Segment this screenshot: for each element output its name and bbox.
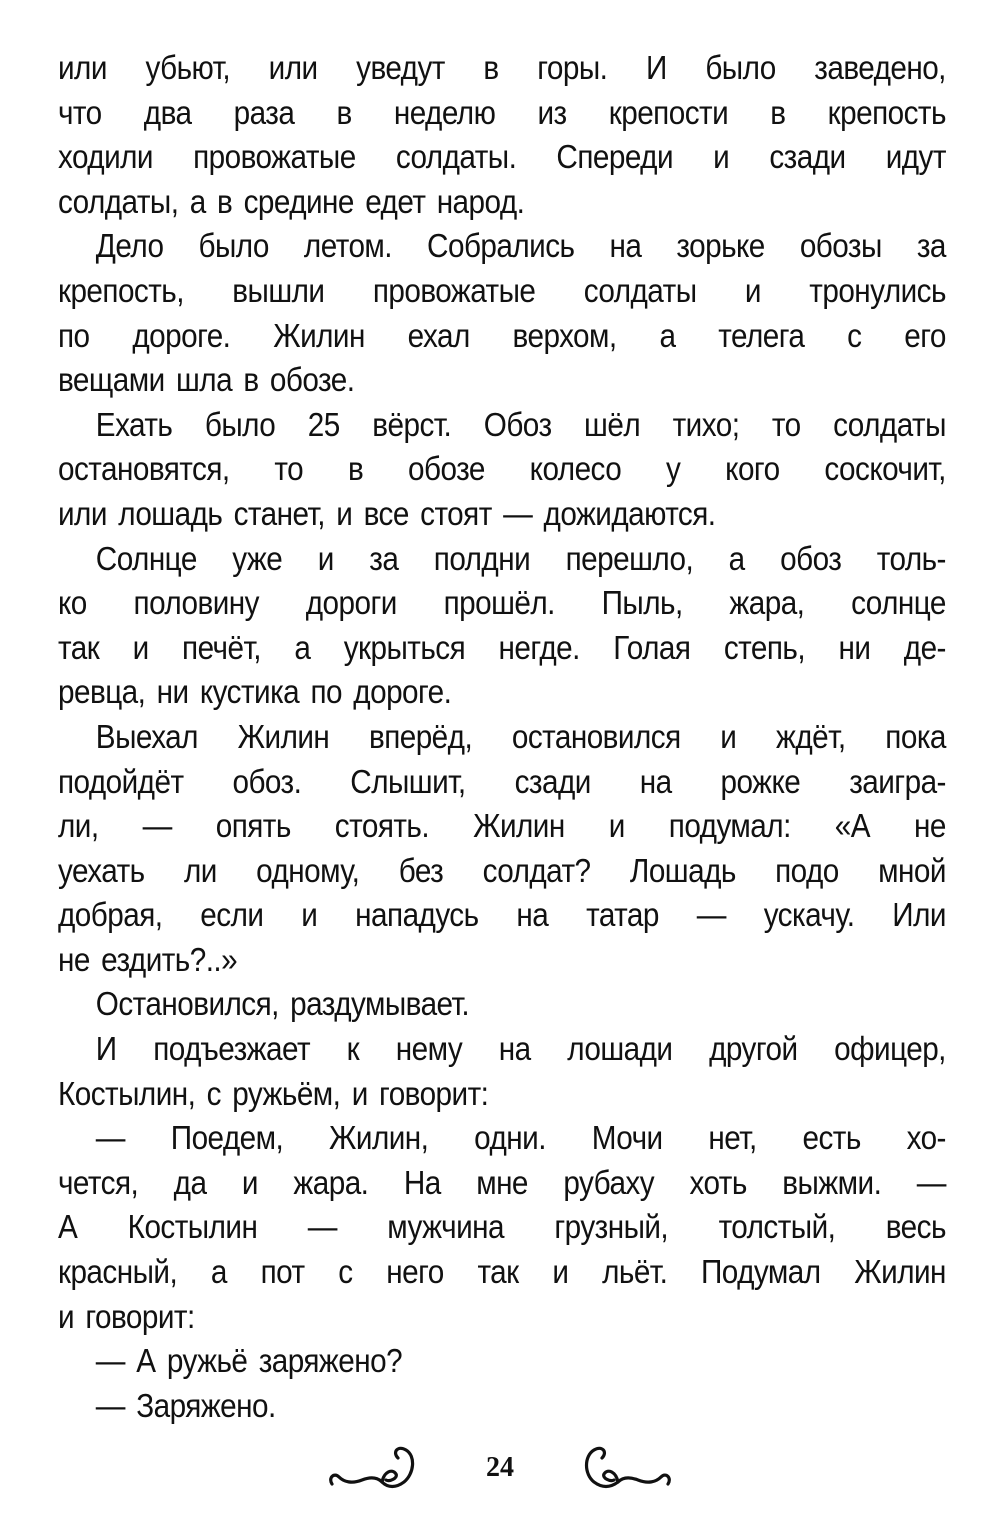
text-line: — Поедем, Жилин, одни. Мочи нет, есть хо- (95, 1119, 946, 1157)
text-line: что два раза в неделю из крепости в крепость (58, 93, 946, 131)
paragraph (58, 1027, 946, 1116)
text-line: Дело было летом. Собрались на зорьке обозы за (95, 227, 946, 265)
paragraph (58, 224, 946, 402)
flourish-left-icon (326, 1444, 426, 1492)
text-line: чется, да и жара. На мне рубаху хоть выжми. — (58, 1163, 946, 1201)
paragraph (58, 537, 946, 715)
page-body (58, 46, 946, 1428)
text-line: — А ружьё заряжено? (95, 1342, 403, 1380)
text-line: не ездить?..» (58, 940, 238, 978)
paragraph (58, 715, 946, 983)
text-line: солдаты, а в средине едет народ. (58, 182, 525, 220)
text-line: А Костылин — мужчина грузный, толстый, весь (58, 1208, 946, 1246)
text-line: добрая, если и нападусь на татар — ускачу. Или (58, 896, 946, 934)
text-line: и говорит: (58, 1297, 195, 1335)
text-line: по дороге. Жилин ехал верхом, а телега с его (58, 316, 946, 354)
text-line: Солнце уже и за полдни перешло, а обоз толь- (95, 539, 946, 577)
text-line: крепость, вышли провожатые солдаты и тронулись (58, 271, 946, 309)
text-line: или убьют, или уведут в горы. И было заведено, (58, 49, 946, 86)
text-line: остановятся, то в обозе колесо у кого соскочит, (58, 450, 946, 488)
flourish-right-icon (574, 1444, 674, 1492)
text-line: И подъезжает к нему на лошади другой офицер, (95, 1030, 946, 1068)
text-line: вещами шла в обозе. (58, 361, 355, 399)
text-line: ко половину дороги прошёл. Пыль, жара, солнце (58, 584, 946, 622)
text-line: Костылин, с ружьём, и говорит: (58, 1074, 489, 1112)
paragraph (58, 982, 946, 1027)
text-line: ходили провожатые солдаты. Спереди и сзади идут (58, 138, 946, 176)
text-line: подойдёт обоз. Слышит, сзади на рожке заигра- (58, 762, 946, 800)
text-line: так и печёт, а укрыться негде. Голая степь, ни де- (58, 628, 946, 666)
text-line: ревца, ни кустика по дороге. (58, 673, 452, 711)
paragraph (58, 1384, 946, 1429)
page-footer (0, 1438, 1000, 1498)
text-line: ли, — опять стоять. Жилин и подумал: «А не (58, 807, 946, 845)
text-line: или лошадь станет, и все стоят — дожидаются. (58, 494, 716, 532)
text-line: Выехал Жилин вперёд, остановился и ждёт, пока (95, 717, 946, 755)
text-line: уехать ли одному, без солдат? Лошадь подо мной (58, 851, 946, 889)
paragraph (58, 46, 946, 224)
paragraph (58, 1116, 946, 1339)
text-line: Ехать было 25 вёрст. Обоз шёл тихо; то солдаты (95, 405, 946, 443)
paragraph (58, 1339, 946, 1384)
paragraph (58, 403, 946, 537)
text-line: — Заряжено. (95, 1386, 276, 1424)
text-line: Остановился, раздумывает. (95, 985, 470, 1023)
page-number: 24 (486, 1452, 514, 1483)
text-line: красный, а пот с него так и льёт. Подумал Жилин (58, 1253, 946, 1291)
